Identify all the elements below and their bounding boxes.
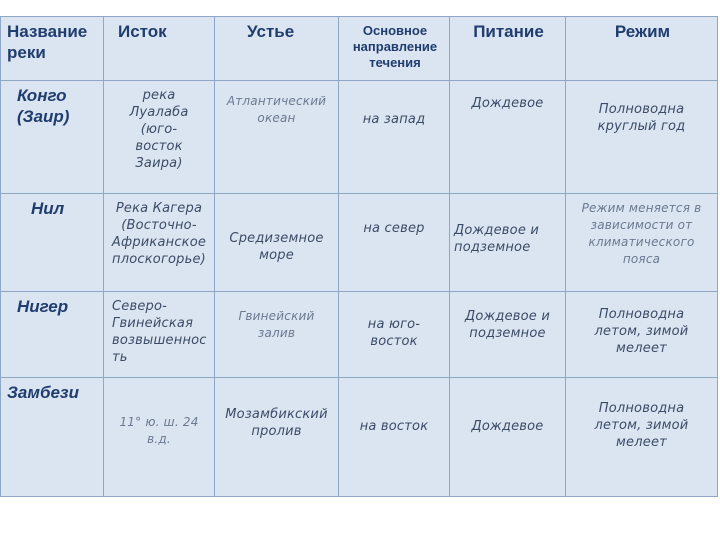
cell-river-name: Нигер [1,292,104,378]
cell-source: река Луалаба (юго- восток Заира) [104,81,215,194]
cell-river-name: Замбези [1,378,104,497]
cell-regime: Полноводна летом, зимой мелеет [566,378,718,497]
cell-source: Река Кагера (Восточно- Африканское плоскогорье) [104,194,215,292]
header-regime: Режим [566,17,718,81]
header-mouth: Устье [215,17,339,81]
cell-regime: Режим меняется в зависимости от климатического пояса [566,194,718,292]
cell-feeding: Дождевое [450,378,566,497]
header-river-name: Название реки [1,17,104,81]
table-row [1,378,718,497]
cell-source: Северо- Гвинейская возвышеннос ть [104,292,215,378]
cell-mouth: Атлантический океан [215,81,339,194]
header-direction: Основное направление течения [339,17,450,81]
cell-feeding: Дождевое [450,81,566,194]
cell-direction: на восток [339,378,450,497]
header-source: Исток [104,17,215,81]
cell-source: 11° ю. ш. 24 в.д. [104,378,215,497]
rivers-table [0,16,718,497]
cell-regime: Полноводна круглый год [566,81,718,194]
cell-regime: Полноводна летом, зимой мелеет [566,292,718,378]
cell-river-name: Нил [1,194,104,292]
cell-direction: на юго- восток [339,292,450,378]
cell-direction: на запад [339,81,450,194]
cell-feeding: Дождевое и подземное [450,194,566,292]
table-row [1,194,718,292]
cell-feeding: Дождевое и подземное [450,292,566,378]
cell-mouth: Средиземное море [215,194,339,292]
header-feeding: Питание [450,17,566,81]
table-row [1,292,718,378]
cell-direction: на север [339,194,450,292]
header-row [1,17,718,81]
cell-mouth: Гвинейский залив [215,292,339,378]
table-row [1,81,718,194]
cell-mouth: Мозамбикский пролив [215,378,339,497]
cell-river-name: Конго (Заир) [1,81,104,194]
